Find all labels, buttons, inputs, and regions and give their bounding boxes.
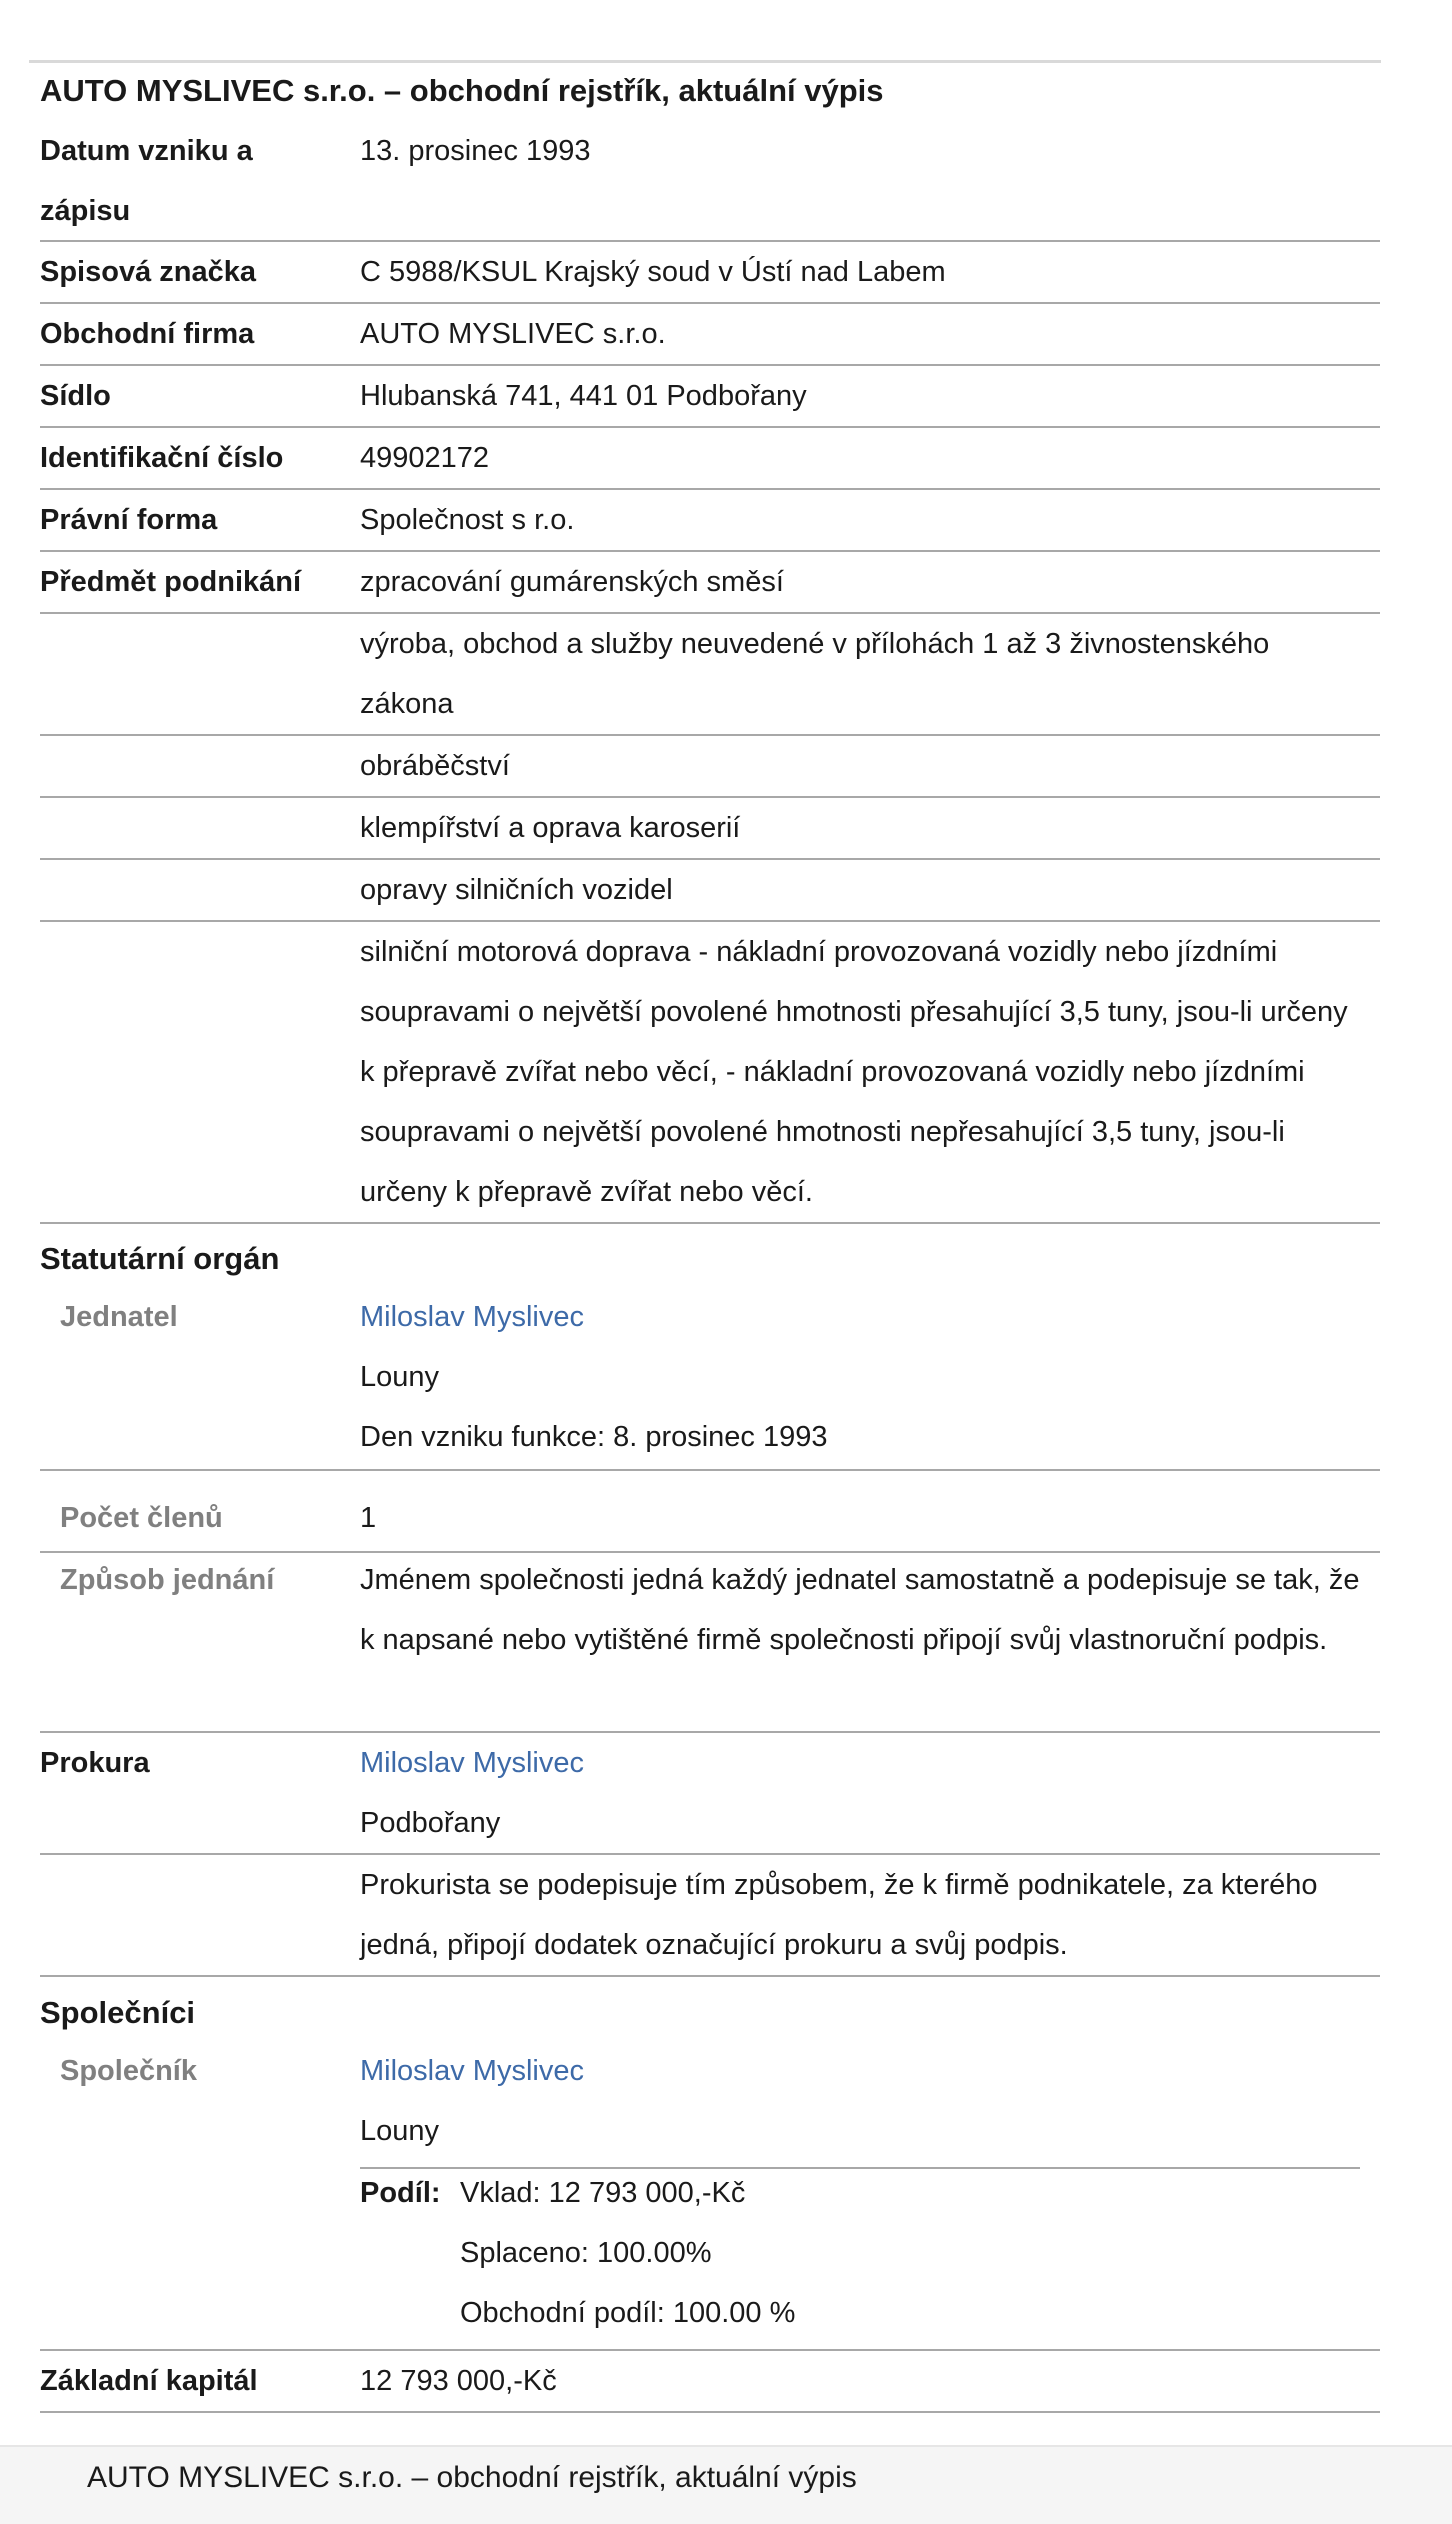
row-label: Sídlo bbox=[40, 380, 111, 412]
row-label: Jednatel bbox=[60, 1301, 178, 1333]
row-label: Počet členů bbox=[60, 1502, 223, 1534]
row-divider bbox=[40, 1469, 1380, 1471]
row-label: Společník bbox=[60, 2055, 197, 2087]
splaceno-value: Splaceno: 100.00% bbox=[460, 2237, 712, 2269]
footer bbox=[0, 2447, 1452, 2524]
row-predmet-podnikani bbox=[40, 552, 1380, 612]
row-predmet-item bbox=[40, 736, 1380, 796]
business-activity-item: výroba, obchod a služby neuvedené v přílohách 1 až 3 živnostenského zákona bbox=[360, 628, 1270, 720]
jednatel-name-link[interactable]: Miloslav Myslivec bbox=[360, 1301, 584, 1333]
row-value: 12 793 000,-Kč bbox=[360, 2365, 557, 2397]
row-sidlo bbox=[40, 366, 1380, 426]
row-zakladni-kapital bbox=[40, 2351, 1380, 2411]
row-value: 1 bbox=[360, 1502, 377, 1534]
person-link[interactable] bbox=[360, 1733, 1370, 1793]
registry-extract bbox=[29, 63, 1381, 2418]
page-title: AUTO MYSLIVEC s.r.o. – obchodní rejstřík, aktuální výpis bbox=[40, 73, 884, 108]
row-pravni-forma bbox=[40, 490, 1380, 550]
row-label: Spisová značka bbox=[40, 256, 256, 288]
row-value: 13. prosinec 1993 bbox=[360, 135, 591, 167]
row-divider bbox=[40, 1975, 1380, 1977]
business-activity-item: klempířství a oprava karoserií bbox=[360, 812, 741, 844]
row-identifikacni-cislo bbox=[40, 428, 1380, 488]
row-label: Obchodní firma bbox=[40, 318, 255, 350]
spolecnik-name-link[interactable]: Miloslav Myslivec bbox=[360, 2055, 584, 2087]
row-zpusob-jednani bbox=[40, 1550, 1380, 1730]
row-prokura bbox=[40, 1733, 1380, 1853]
row-predmet-item bbox=[40, 614, 1380, 734]
row-divider bbox=[40, 1222, 1380, 1224]
row-label: Identifikační číslo bbox=[40, 442, 284, 474]
row-value: Jménem společnosti jedná každý jednatel samostatně a podepisuje se tak, že k napsané nebo vytištěné firmě společnosti připojí svůj vlastnoruční podpis. bbox=[360, 1564, 1360, 1656]
row-predmet-item bbox=[40, 798, 1380, 858]
row-predmet-item bbox=[40, 922, 1380, 1222]
row-divider bbox=[40, 2411, 1380, 2413]
row-datum-vzniku bbox=[40, 121, 1380, 241]
row-value: 49902172 bbox=[360, 442, 490, 474]
row-prokura-note bbox=[40, 1855, 1380, 1975]
row-label: Právní forma bbox=[40, 504, 218, 536]
section-heading-spolecnici: Společníci bbox=[40, 1995, 196, 2030]
business-activity-item: silniční motorová doprava - nákladní provozovaná vozidly nebo jízdními soupravami o největší povolené hmotnosti přesahující 3,5 tuny, jsou-li určeny k přepravě zvířat nebo věcí, - nákladní provozovaná vozidly nebo jízdními soupravami o největší povolené hmotnosti nepřesahující 3,5 tuny, jsou-li určeny k přepravě zvířat nebo věcí. bbox=[360, 936, 1348, 1208]
row-value: C 5988/KSUL Krajský soud v Ústí nad Labem bbox=[360, 256, 946, 288]
row-spolecnik bbox=[40, 2041, 1380, 2161]
footer-title: AUTO MYSLIVEC s.r.o. – obchodní rejstřík, aktuální výpis bbox=[87, 2461, 857, 2494]
person-city: Louny bbox=[360, 1361, 440, 1393]
podil-label: Podíl: bbox=[360, 2177, 441, 2209]
prokurista-name-link[interactable]: Miloslav Myslivec bbox=[360, 1747, 584, 1779]
row-label: Prokura bbox=[40, 1747, 150, 1779]
row-value: Prokurista se podepisuje tím způsobem, že k firmě podnikatele, za kterého jedná, připojí dodatek označující prokuru a svůj podpis. bbox=[360, 1869, 1318, 1961]
row-label: Základní kapitál bbox=[40, 2365, 258, 2397]
row-label: Datum vzniku a zápisu bbox=[40, 135, 253, 227]
row-label: Způsob jednání bbox=[60, 1564, 275, 1596]
section-heading-statutarni-organ: Statutární orgán bbox=[40, 1241, 280, 1276]
row-label: Předmět podnikání bbox=[40, 566, 302, 598]
business-activity-item: opravy silničních vozidel bbox=[360, 874, 673, 906]
function-start-date: Den vzniku funkce: 8. prosinec 1993 bbox=[360, 1421, 828, 1453]
obchodni-podil-value: Obchodní podíl: 100.00 % bbox=[460, 2297, 796, 2329]
business-activity-item: zpracování gumárenských směsí bbox=[360, 566, 784, 598]
row-value: Společnost s r.o. bbox=[360, 504, 575, 536]
row-predmet-item bbox=[40, 860, 1380, 920]
person-city: Podbořany bbox=[360, 1807, 501, 1839]
person-city: Louny bbox=[360, 2115, 440, 2147]
row-value: AUTO MYSLIVEC s.r.o. bbox=[360, 318, 666, 350]
row-value: Hlubanská 741, 441 01 Podbořany bbox=[360, 380, 807, 412]
business-activity-item: obráběčství bbox=[360, 750, 510, 782]
row-jednatel bbox=[40, 1287, 1380, 1467]
row-pocet-clenu bbox=[40, 1488, 1380, 1548]
row-spisova-znacka bbox=[40, 242, 1380, 302]
vklad-value: Vklad: 12 793 000,-Kč bbox=[460, 2177, 746, 2209]
person-link[interactable] bbox=[360, 1287, 1370, 1347]
person-link[interactable] bbox=[360, 2041, 1370, 2101]
row-obchodni-firma bbox=[40, 304, 1380, 364]
